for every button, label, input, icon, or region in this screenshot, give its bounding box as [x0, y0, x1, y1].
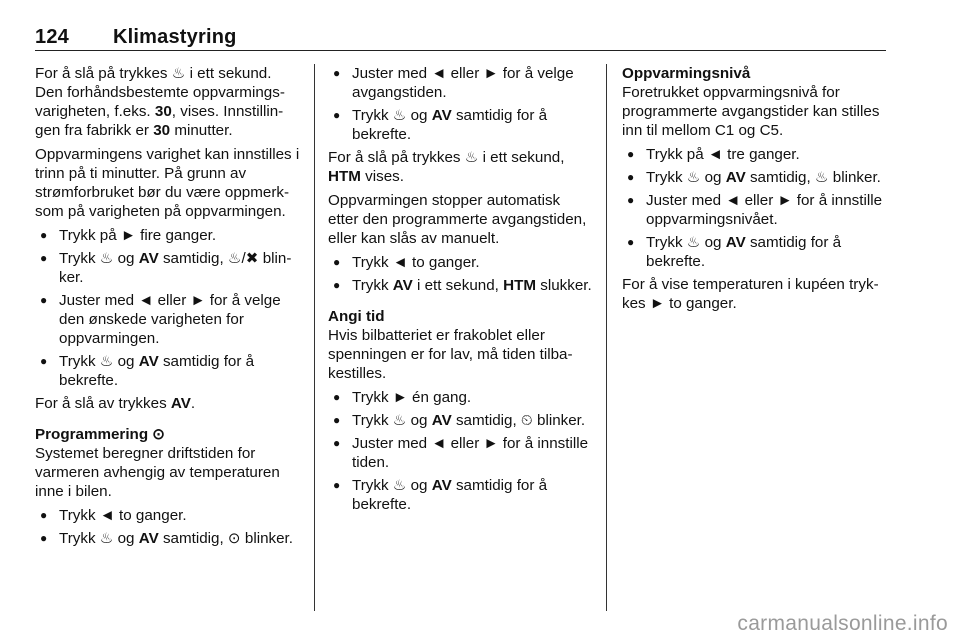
instruction-list	[328, 253, 594, 295]
list-item: ● Trykk på ◄ tre ganger.	[622, 145, 888, 164]
section-heading-angi-tid: Angi tid	[328, 308, 385, 325]
paragraph: Foretrukket oppvarmingsnivå for programmerte avgangstider kan stilles inn til mellom C1 og C5.	[622, 84, 880, 139]
column-1	[35, 64, 301, 552]
paragraph: Oppvarmingen stopper automatisk etter den programmerte avgangstiden, eller kan slås av manuelt.	[328, 192, 587, 247]
list-item: ● Juster med ◄ eller ► for å velge den ønskede varigheten for oppvarmingen.	[35, 291, 301, 348]
instruction-list	[35, 226, 301, 390]
column-3	[622, 64, 888, 318]
list-item: ● Juster med ◄ eller ► for å innstille tiden.	[328, 434, 594, 472]
column-2	[328, 64, 594, 518]
list-item: ● Trykk på ► fire ganger.	[35, 226, 301, 245]
column-divider-1	[314, 64, 315, 611]
page-header	[35, 26, 237, 49]
list-item: ● Trykk ◄ to ganger.	[328, 253, 594, 272]
list-item: ● Trykk ♨ og AV samtidig for å bekrefte.	[328, 476, 594, 514]
list-item: ● Trykk ♨ og AV samtidig for å bekrefte.	[328, 106, 594, 144]
paragraph: For å slå av trykkes AV.	[35, 395, 196, 412]
paragraph: For å slå på trykkes ♨ i ett sekund, HTM vises.	[328, 149, 565, 185]
paragraph: Systemet beregner driftstiden for varmeren avhengig av temperaturen inne i bilen.	[35, 445, 280, 500]
watermark: carmanualsonline.info	[737, 612, 948, 635]
list-item: ● Trykk ► én gang.	[328, 388, 594, 407]
section-heading-programmering: Programmering ⊙	[35, 426, 166, 443]
list-item: ● Trykk ♨ og AV samtidig, ♨/✖ blinker.	[35, 249, 301, 287]
list-item: ● Trykk ♨ og AV samtidig, ⏲ blinker.	[328, 411, 594, 430]
page-title: Klimastyring	[113, 26, 237, 48]
instruction-list	[328, 388, 594, 514]
list-item: ● Trykk ♨ og AV samtidig for å bekrefte.	[35, 352, 301, 390]
paragraph: For å vise temperaturen i kupéen trykkes ► to ganger.	[622, 276, 879, 312]
paragraph: Oppvarmingens varighet kan innstilles i trinn på ti minutter. På grunn av strømforbruket bør du være oppmerksom på varigheten på oppvarmingen.	[35, 146, 300, 220]
instruction-list	[622, 145, 888, 271]
instruction-list	[328, 64, 594, 144]
header-rule	[35, 50, 886, 51]
list-item: ● Trykk ♨ og AV samtidig for å bekrefte.	[622, 233, 888, 271]
list-item: ● Trykk ♨ og AV samtidig, ⊙ blinker.	[35, 529, 301, 548]
list-item: ● Trykk AV i ett sekund, HTM slukker.	[328, 276, 594, 295]
column-divider-2	[606, 64, 607, 611]
paragraph: For å slå på trykkes ♨ i ett sekund. Den forhåndsbestemte oppvarmingsvarigheten, f.eks. 30, vises. Innstillingen fra fabrikk er 30 minutter.	[35, 65, 285, 139]
list-item: ● Trykk ♨ og AV samtidig, ♨ blinker.	[622, 168, 888, 187]
list-item: ● Juster med ◄ eller ► for å velge avgangstiden.	[328, 64, 594, 102]
section-heading-oppvarmingsniva: Oppvarmingsnivå	[622, 65, 751, 82]
instruction-list	[35, 506, 301, 548]
list-item: ● Trykk ◄ to ganger.	[35, 506, 301, 525]
list-item: ● Juster med ◄ eller ► for å innstille oppvarmingsnivået.	[622, 191, 888, 229]
page-number: 124	[35, 26, 69, 48]
paragraph: Hvis bilbatteriet er frakoblet eller spenningen er for lav, må tiden tilbakestilles.	[328, 327, 573, 382]
